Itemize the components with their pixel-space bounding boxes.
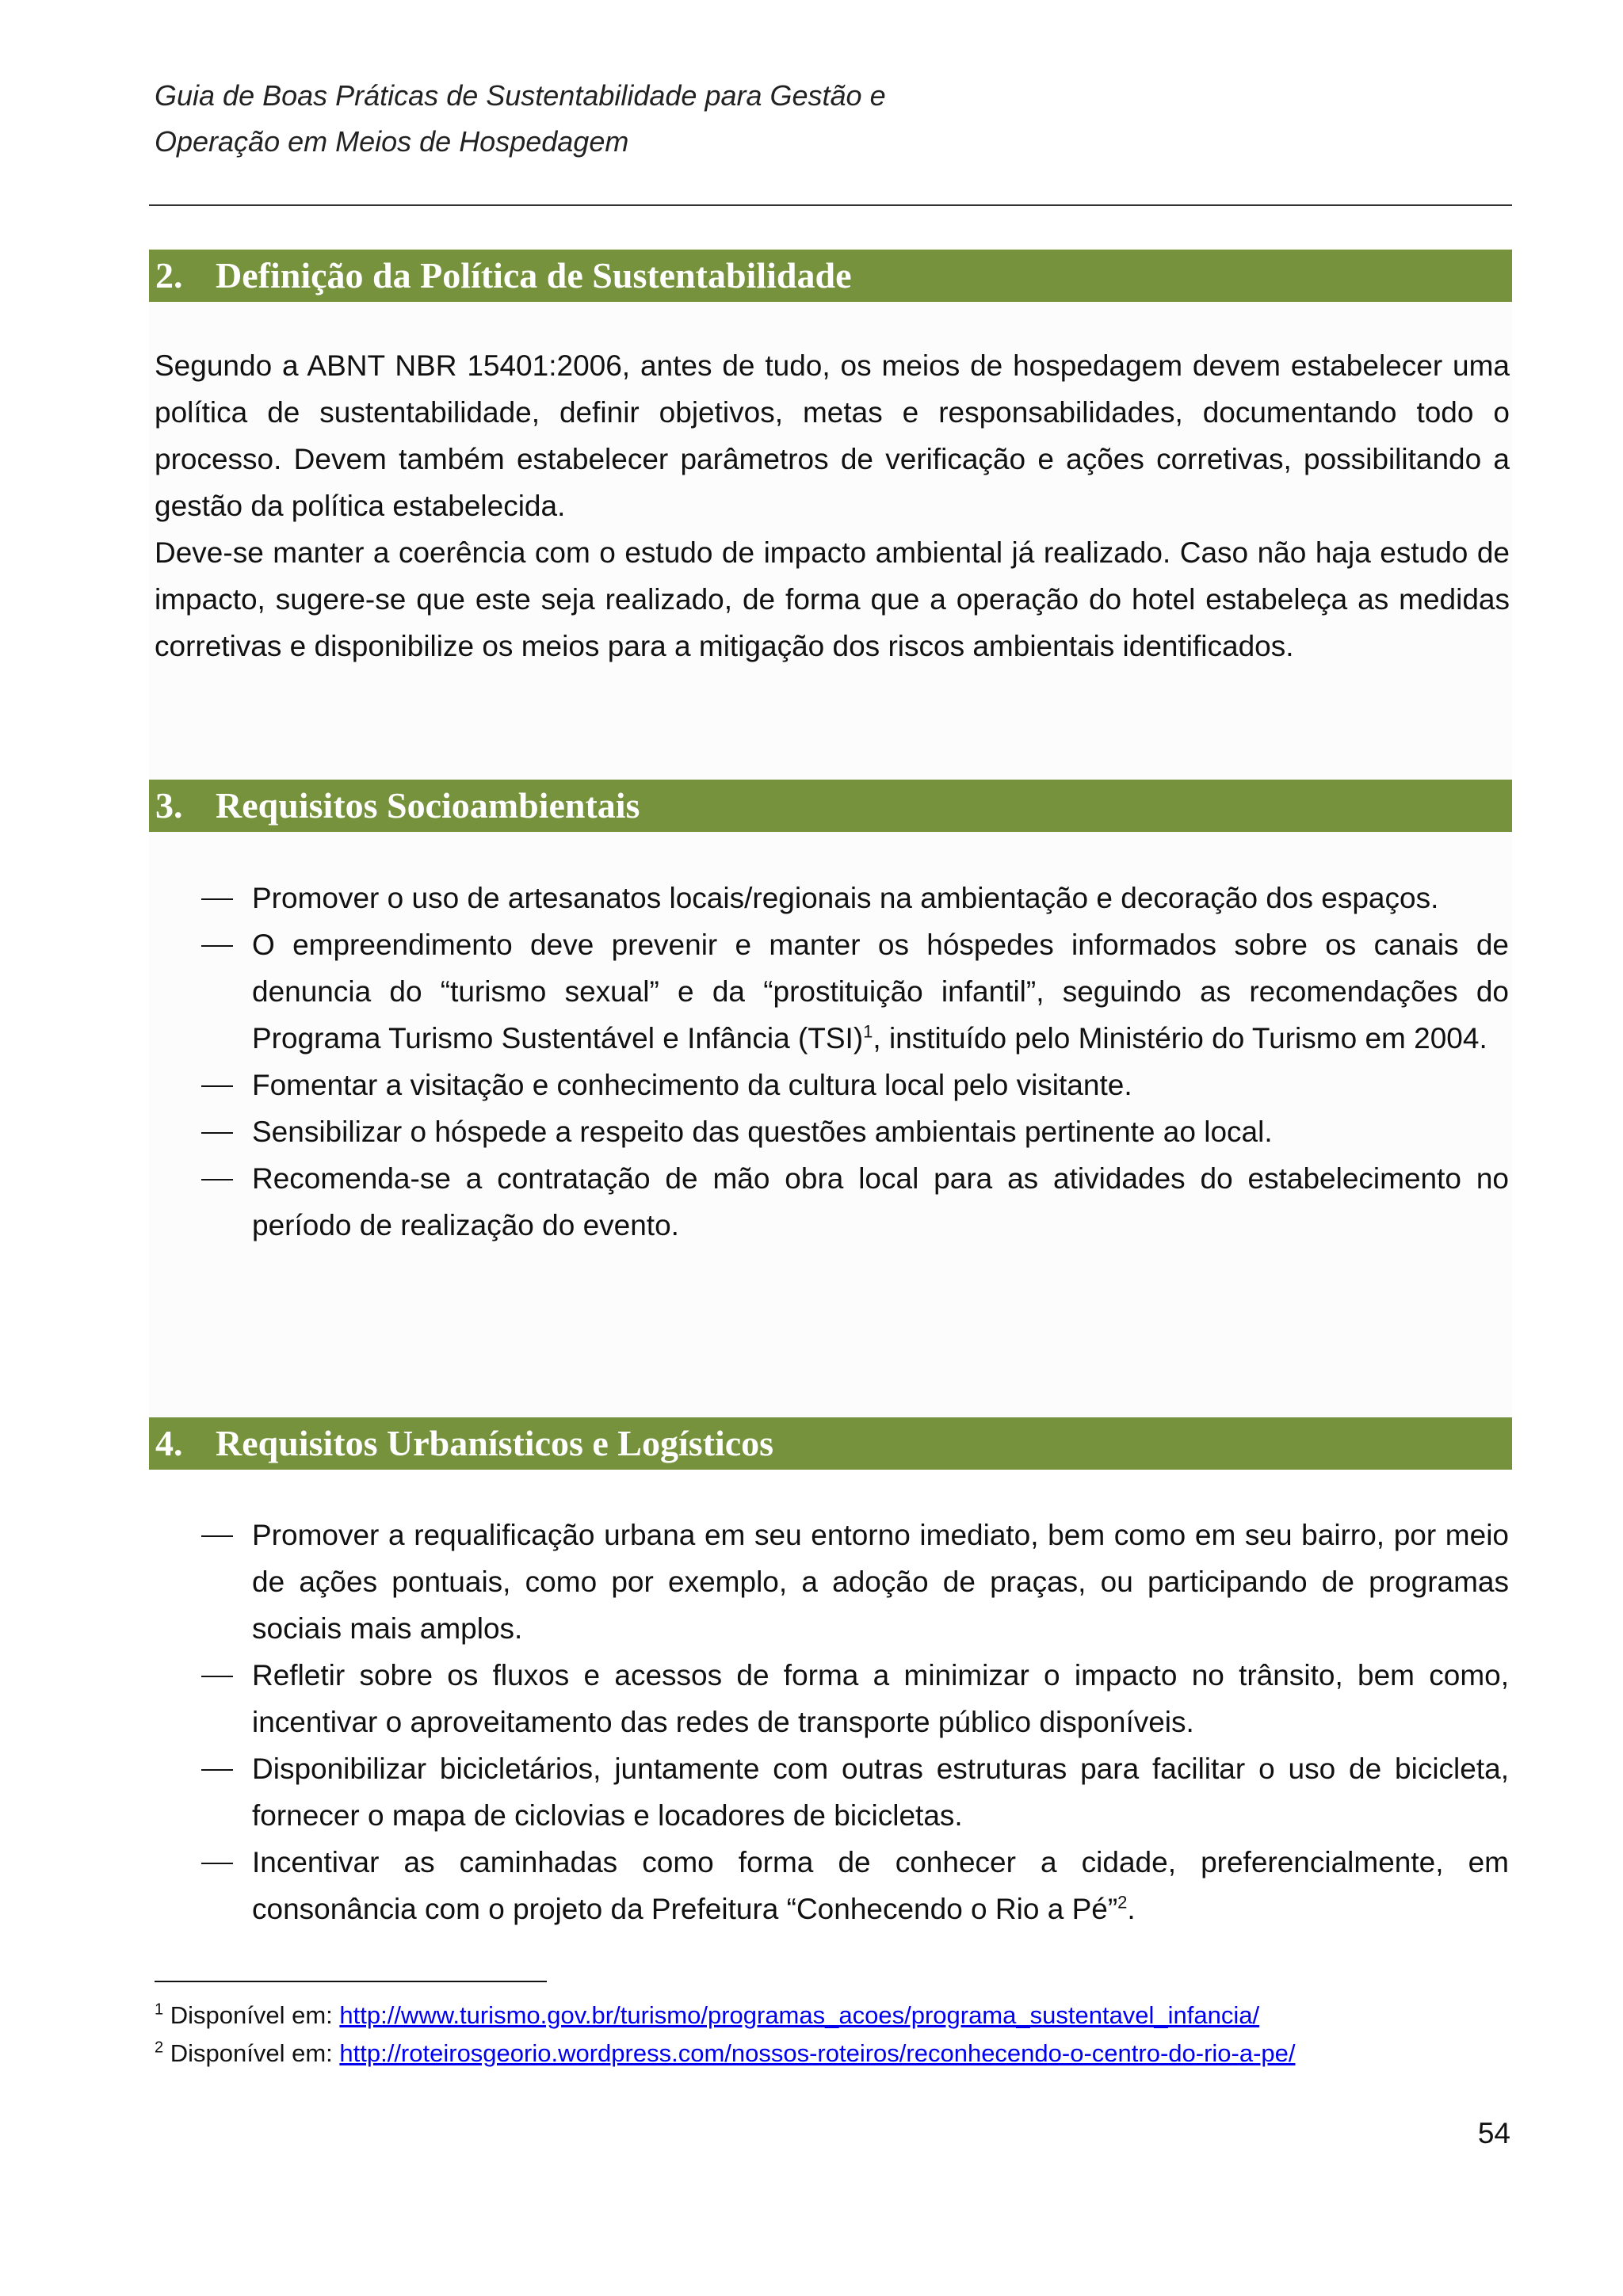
list-item: Refletir sobre os fluxos e acessos de forma a minimizar o impacto no trânsito, bem como, incentivar o aproveitamento das redes de transporte público disponíveis. xyxy=(252,1659,1509,1738)
section-heading-3 xyxy=(149,780,1512,832)
list-item: Incentivar as caminhadas como forma de conhecer a cidade, preferencialmente, em consonância com o projeto da Prefeitura “Conhecendo o Rio a Pé”$^2$. xyxy=(252,1846,1509,1925)
list-item: Promover a requalificação urbana em seu entorno imediato, bem como em seu bairro, por meio de ações pontuais, como por exemplo, a adoção de praças, ou participando de programas sociais mais amplos. xyxy=(252,1519,1509,1645)
paragraph: Segundo a ABNT NBR 15401:2006, antes de tudo, os meios de hospedagem devem estabelecer uma política de sustentabilidade, definir objetivos, metas e responsabilidades, documentando todo o processo. Devem também estabelecer parâmetros de verificação e ações corretivas, possibilitando a gestão da política estabelecida. xyxy=(155,349,1510,522)
footnote-label: Disponível em: xyxy=(170,2039,340,2067)
list-item: Promover o uso de artesanatos locais/regionais na ambientação e decoração dos espaços. xyxy=(252,882,1439,914)
running-header-line-2: Operação em Meios de Hospedagem xyxy=(155,125,629,158)
section-3-list xyxy=(200,875,1509,1249)
list-item: Sensibilizar o hóspede a respeito das questões ambientais pertinente ao local. xyxy=(252,1116,1273,1148)
footnote-mark: 1 xyxy=(155,2000,164,2019)
page-number: 54 xyxy=(1477,2117,1510,2149)
list-item: Fomentar a visitação e conhecimento da cultura local pelo visitante. xyxy=(252,1069,1132,1101)
footnote-link[interactable]: http://roteirosgeorio.wordpress.com/nossos-roteiros/reconhecendo-o-centro-do-rio-a-pe/ xyxy=(339,2039,1296,2067)
section-title: Requisitos Socioambientais xyxy=(216,785,640,826)
section-heading-2 xyxy=(149,250,1512,302)
section-number: 2. xyxy=(155,255,183,296)
footnote-divider xyxy=(155,1981,547,1982)
footnote-mark: 2 xyxy=(155,2039,164,2057)
section-title: Definição da Política de Sustentabilidade xyxy=(216,255,852,296)
section-number: 3. xyxy=(155,785,183,826)
list-item: O empreendimento deve prevenir e manter os hóspedes informados sobre os canais de denuncia do “turismo sexual” e da “prostituição infantil”, seguindo as recomendações do Programa Turismo Sustentável e Infância (TSI)$^1$, instituído pelo Ministério do Turismo em 2004. xyxy=(252,929,1509,1055)
header-divider xyxy=(149,204,1512,206)
list-item: Recomenda-se a contratação de mão obra local para as atividades do estabelecimento no período de realização do evento. xyxy=(252,1162,1509,1241)
section-2-body xyxy=(155,342,1510,669)
section-number: 4. xyxy=(155,1423,183,1463)
footnote-ref: 1 xyxy=(863,1021,873,1042)
footnote-ref: 2 xyxy=(1117,1892,1128,1913)
running-header-line-1: Guia de Boas Práticas de Sustentabilidade para Gestão e xyxy=(155,79,886,112)
section-title: Requisitos Urbanísticos e Logísticos xyxy=(216,1423,774,1463)
section-4-list xyxy=(200,1512,1509,1932)
running-header xyxy=(155,73,886,165)
footnote-link[interactable]: http://www.turismo.gov.br/turismo/programas_acoes/programa_sustentavel_infancia/ xyxy=(339,2001,1260,2029)
footnotes xyxy=(155,1997,1510,2073)
section-heading-4 xyxy=(149,1417,1512,1470)
list-item: Disponibilizar bicicletários, juntamente com outras estruturas para facilitar o uso de bicicleta, fornecer o mapa de ciclovias e locadores de bicicletas. xyxy=(252,1753,1509,1832)
footnote-2 xyxy=(155,2035,1510,2073)
footnote-label: Disponível em: xyxy=(170,2001,340,2029)
paragraph: Deve-se manter a coerência com o estudo de impacto ambiental já realizado. Caso não haja estudo de impacto, sugere-se que este seja realizado, de forma que a operação do hotel estabeleça as medidas corretivas e disponibilize os meios para a mitigação dos riscos ambientais identificados. xyxy=(155,536,1510,662)
footnote-1 xyxy=(155,1997,1510,2035)
